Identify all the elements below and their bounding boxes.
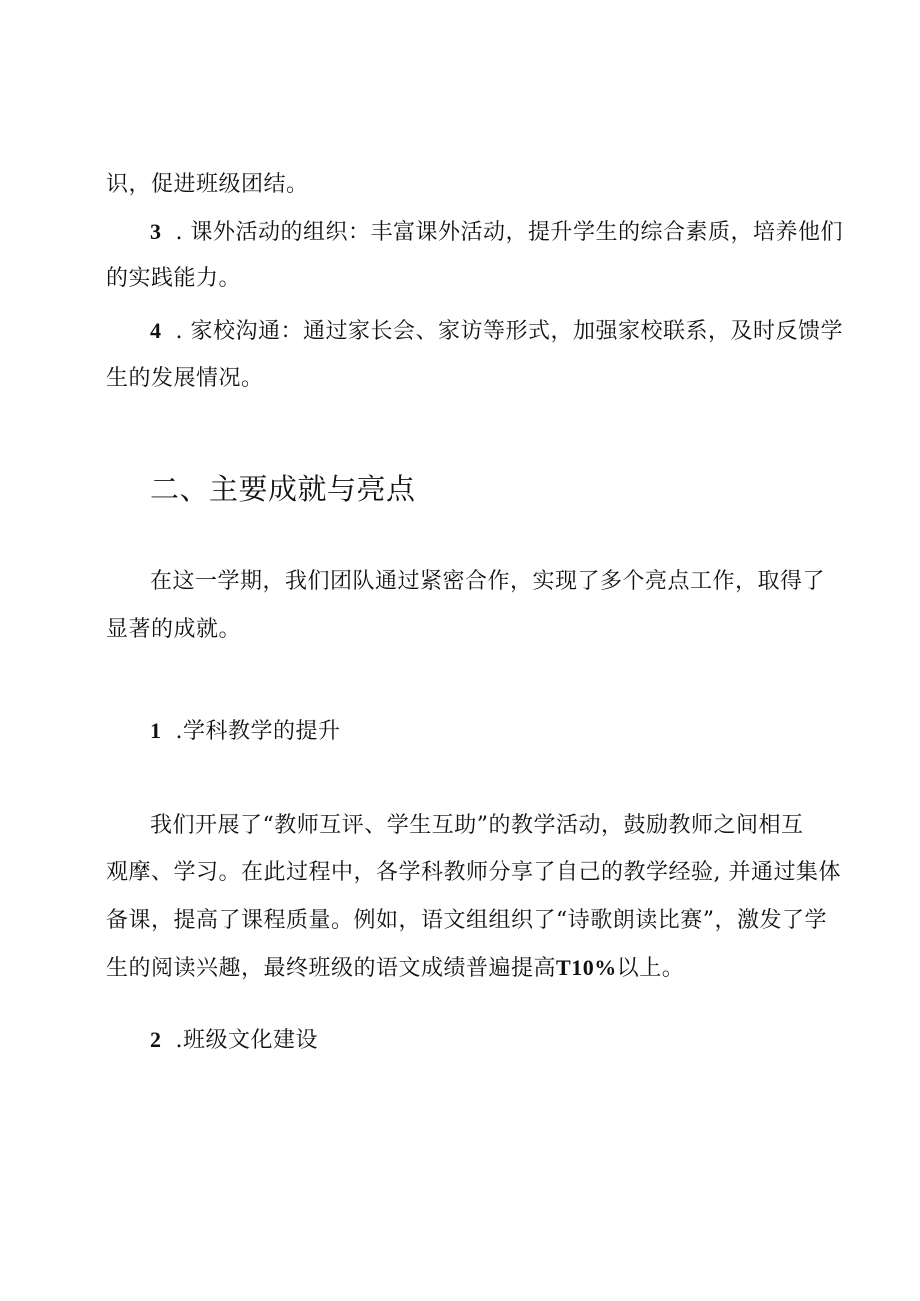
paragraph-text: 我们开展了“教师互评、学生互助”的教学活动，鼓励教师之间相互 — [150, 813, 804, 838]
subheading-1 — [150, 716, 341, 747]
list-item-3-line2 — [106, 264, 241, 294]
intro-line1 — [150, 567, 825, 597]
subheading-text: .学科教学的提升 — [175, 719, 341, 744]
paragraph-text: 在这一学期，我们团队通过紧密合作，实现了多个亮点工作，取得了 — [150, 569, 826, 594]
list-item-text: . 家校沟通：通过家长会、家访等形式，加强家校联系，及时反馈学 — [175, 319, 843, 344]
subheading-number: 1 — [150, 718, 162, 743]
sub1-para-line2 — [106, 858, 841, 888]
list-item-text: 生的发展情况。 — [106, 366, 264, 391]
paragraph-text: 显著的成就。 — [106, 617, 242, 642]
sub1-para-line3 — [106, 906, 827, 936]
highlight-percentage: T10% — [556, 955, 617, 980]
paragraph-text: 观摩、学习。在此过程中，各学科教师分享了自己的教学经验, 并通过集体 — [106, 860, 841, 885]
list-item-text: 的实践能力。 — [106, 266, 242, 291]
subheading-2 — [150, 1025, 318, 1056]
list-item-text: . 课外活动的组织：丰富课外活动，提升学生的综合素质，培养他们 — [175, 220, 843, 245]
intro-line2 — [106, 615, 241, 645]
list-item-3-line1 — [150, 217, 843, 248]
list-item-4-line2 — [106, 364, 264, 394]
subheading-text: .班级文化建设 — [175, 1028, 318, 1053]
sub1-para-line4 — [106, 953, 684, 984]
paragraph-text: 识，促进班级团结。 — [106, 172, 309, 197]
paragraph-text: 生的阅读兴趣，最终班级的语文成绩普遍提高 — [106, 956, 557, 981]
paragraph-text: 以上。 — [616, 956, 685, 981]
list-number: 3 — [150, 219, 162, 244]
list-number: 4 — [150, 318, 162, 343]
section-heading: 二、主要成就与亮点 — [150, 472, 416, 506]
list-item-4-line1 — [150, 316, 843, 347]
subheading-number: 2 — [150, 1027, 162, 1052]
paragraph-text: 备课，提高了课程质量。例如，语文组组织了“诗歌朗读比赛”，激发了学 — [106, 908, 827, 933]
paragraph-continuation — [106, 170, 309, 200]
sub1-para-line1 — [150, 811, 804, 841]
